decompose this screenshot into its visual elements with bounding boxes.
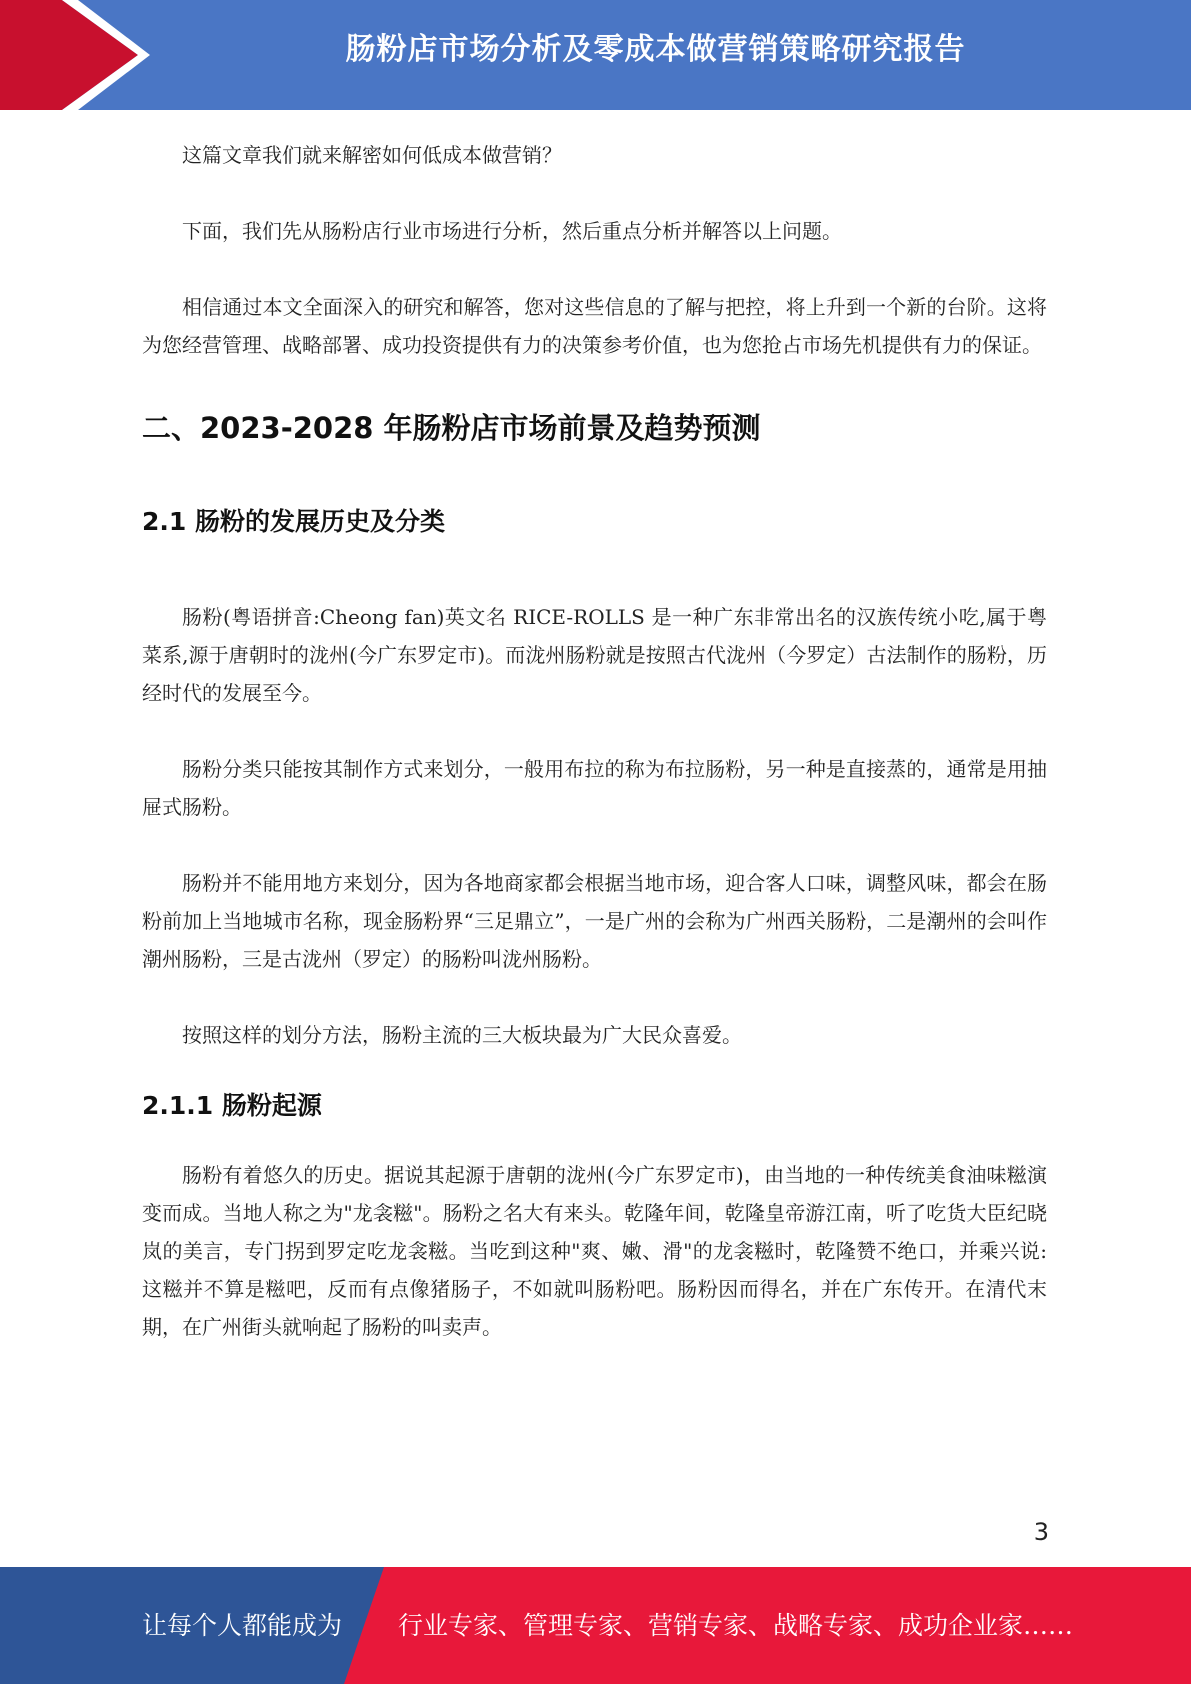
report-title: 肠粉店市场分析及零成本做营销策略研究报告: [345, 32, 966, 67]
history-paragraph-1: 肠粉(粤语拼音:Cheong fan)英文名 RICE-ROLLS 是一种广东非常出名的汉族传统小吃,属于粤菜系,源于唐朝时的泷州(今广东罗定市)。而泷州肠粉就是按照古代泷州（今罗定）古法制作的肠粉，历经时代的发展至今。: [142, 605, 1047, 705]
section-heading: 二、2023-2028 年肠粉店市场前景及趋势预测: [142, 411, 761, 445]
origin-paragraph: 肠粉有着悠久的历史。据说其起源于唐朝的泷州(今广东罗定市)，由当地的一种传统美食油味糍演变而成。当地人称之为"龙衾糍"。肠粉之名大有来头。乾隆年间，乾隆皇帝游江南，听了吃货大臣纪晓岚的美言，专门拐到罗定吃龙衾糍。当吃到这种"爽、嫩、滑"的龙衾糍时，乾隆赞不绝口，并乘兴说:这糍并不算是糍吧，反而有点像猪肠子，不如就叫肠粉吧。肠粉因而得名，并在广东传开。在清代末期，在广州街头就响起了肠粉的叫卖声。: [142, 1163, 1047, 1339]
intro-paragraph-2: 下面，我们先从肠粉店行业市场进行分析，然后重点分析并解答以上问题。: [182, 219, 842, 243]
intro-paragraph-1: 这篇文章我们就来解密如何低成本做营销？: [182, 143, 562, 167]
history-paragraph-3: 肠粉并不能用地方来划分，因为各地商家都会根据当地市场，迎合客人口味，调整风味，都会在肠粉前加上当地城市名称，现金肠粉界“三足鼎立”，一是广州的会称为广州西关肠粉，二是潮州的会叫作潮州肠粉，三是古泷州（罗定）的肠粉叫泷州肠粉。: [142, 871, 1047, 971]
subsection-heading-2-1: 2.1 肠粉的发展历史及分类: [142, 507, 445, 536]
history-paragraph-2: 肠粉分类只能按其制作方式来划分，一般用布拉的称为布拉肠粉，另一种是直接蒸的，通常是用抽屉式肠粉。: [142, 757, 1047, 819]
history-paragraph-4: 按照这样的划分方法，肠粉主流的三大板块最为广大民众喜爱。: [182, 1023, 742, 1047]
page-footer: [0, 1567, 1191, 1684]
main-content: [142, 128, 1047, 1346]
page-number: 3: [1033, 1518, 1049, 1546]
footer-slogan-right: 行业专家、管理专家、营销专家、战略专家、成功企业家……: [398, 1611, 1074, 1640]
intro-paragraph-3: 相信通过本文全面深入的研究和解答，您对这些信息的了解与把控，将上升到一个新的台阶。这将为您经营管理、战略部署、成功投资提供有力的决策参考价值，也为您抢占市场先机提供有力的保证。: [142, 295, 1047, 357]
footer-slogan-left: 让每个人都能成为: [142, 1611, 343, 1640]
page-header: [0, 0, 1191, 110]
header-arrow-decoration: [0, 0, 160, 110]
subsection-heading-2-1-1: 2.1.1 肠粉起源: [142, 1091, 322, 1120]
